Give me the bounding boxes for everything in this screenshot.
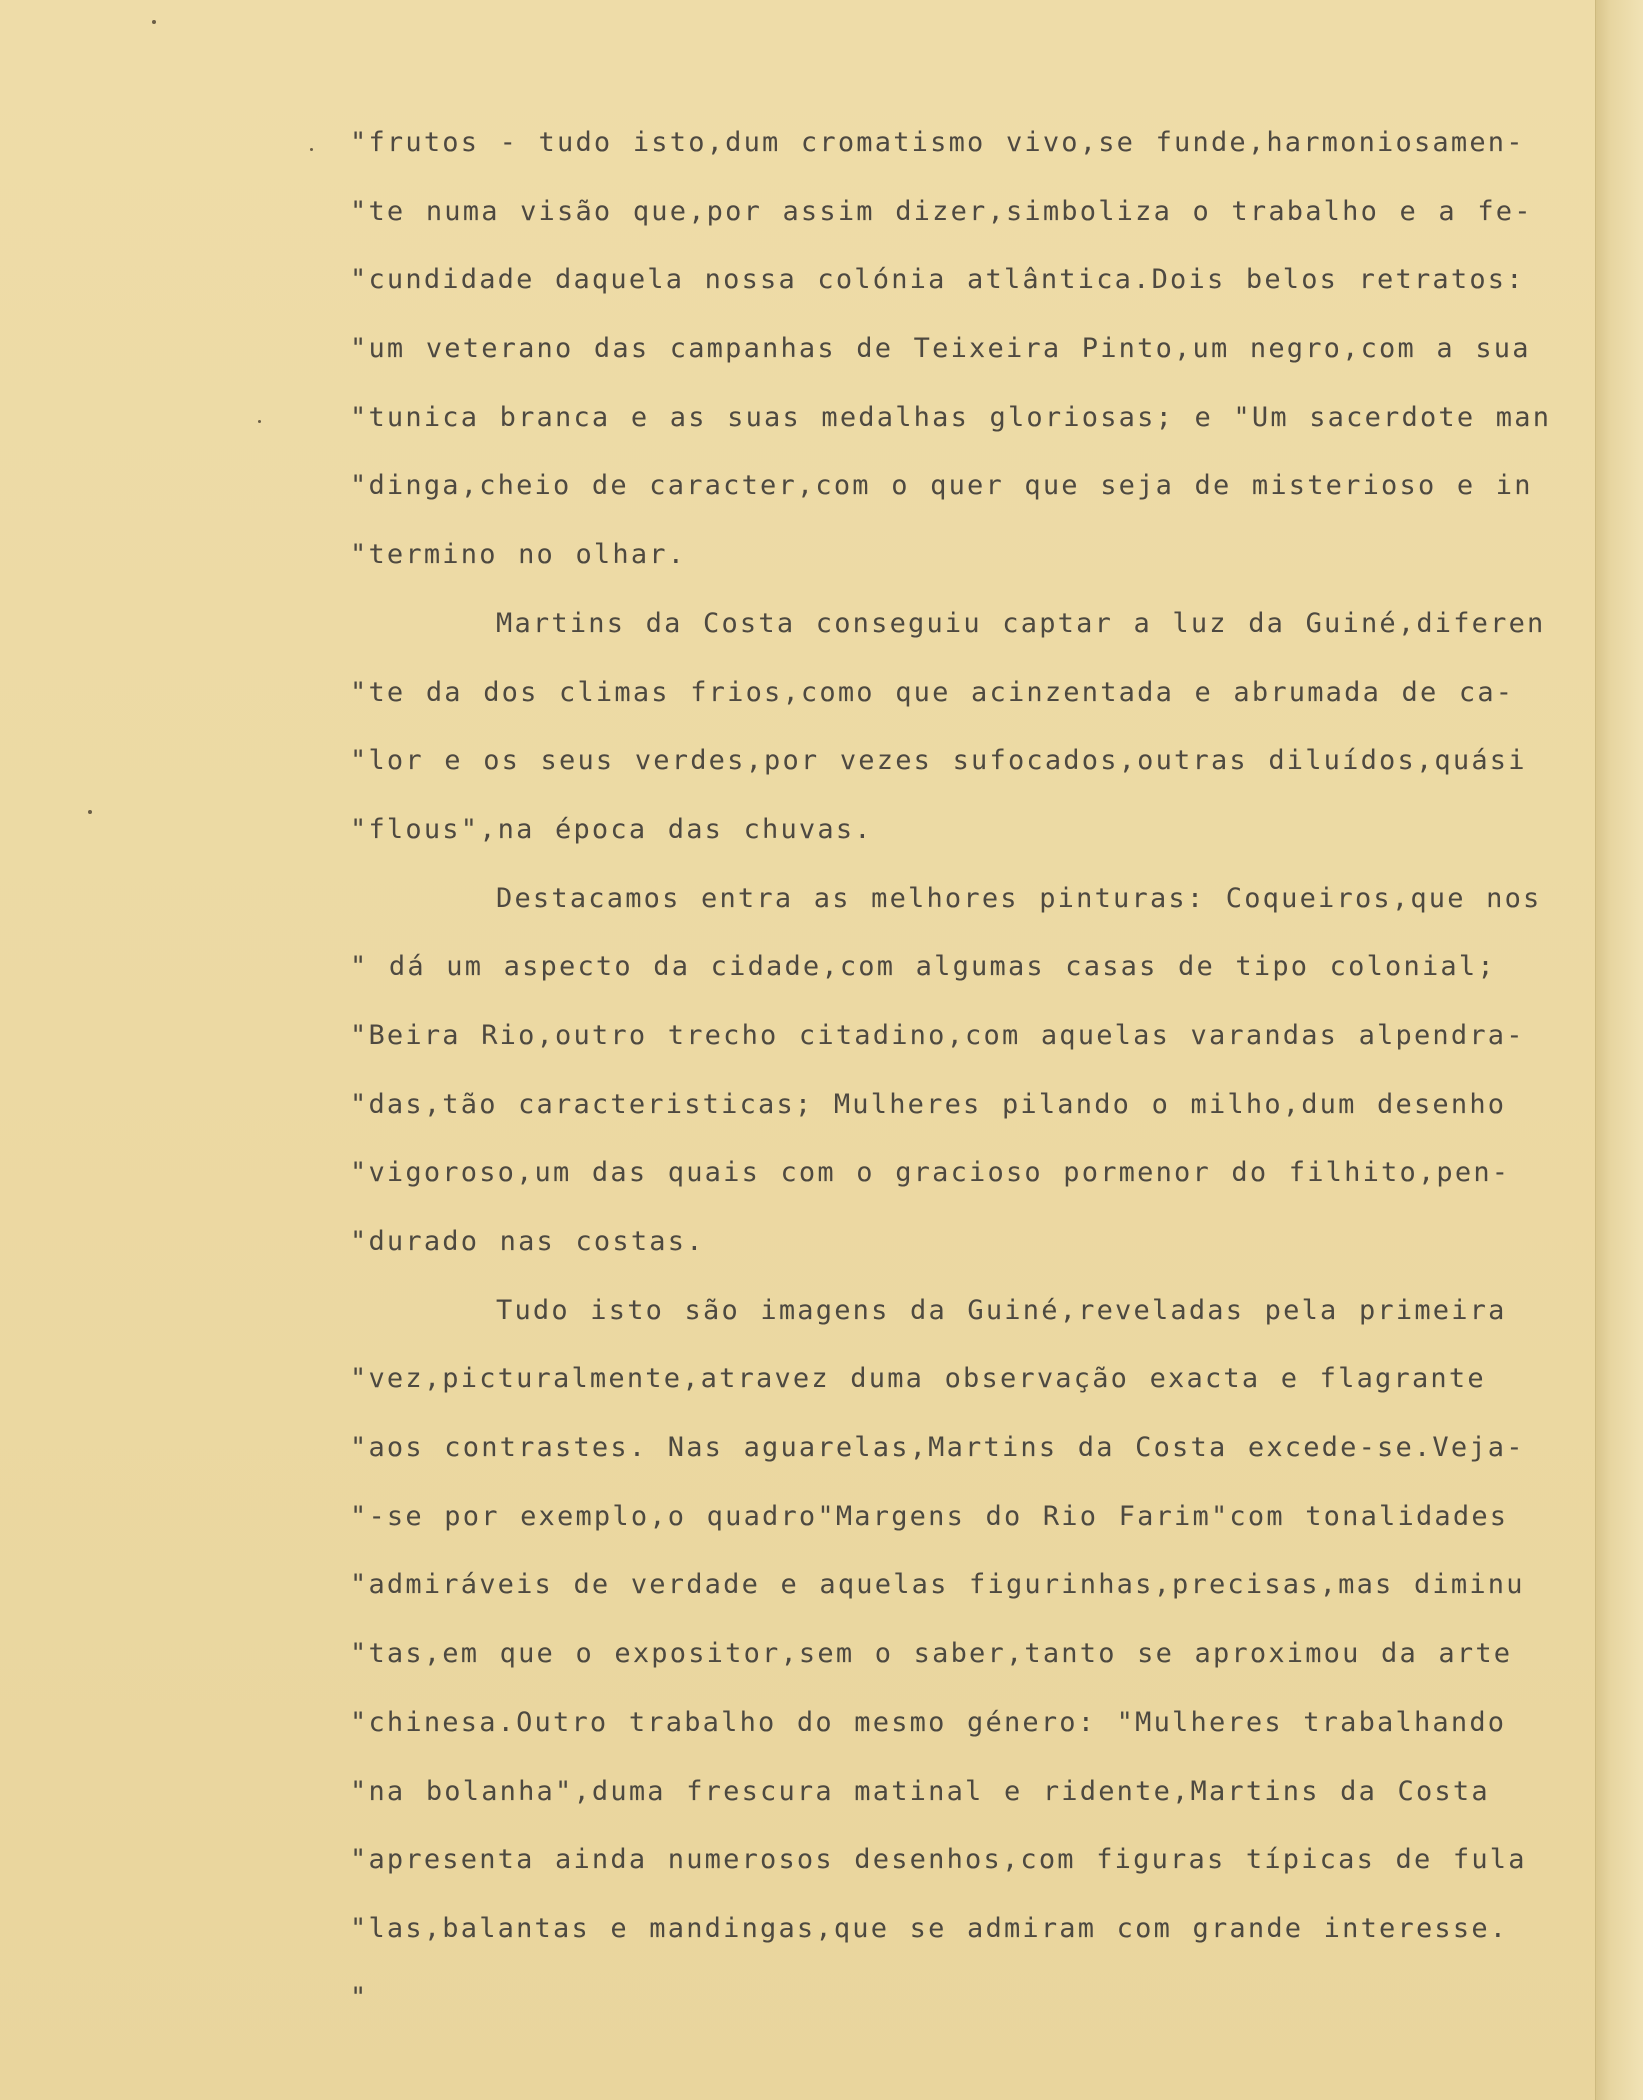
paragraph-start-line: Tudo isto são imagens da Guiné,reveladas pela primeira xyxy=(496,1294,1507,1326)
text-line: "te numa visão que,por assim dizer,simboliza o trabalho e a fe- xyxy=(350,195,1533,227)
text-line: "durado nas costas. xyxy=(350,1226,705,1257)
text-line: "chinesa.Outro trabalho do mesmo género: "Mulheres trabalhando xyxy=(350,1706,1507,1738)
paper-speck xyxy=(88,810,92,814)
text-line: "te da dos climas frios,como que acinzentada e abrumada de ca- xyxy=(350,676,1515,708)
text-line: "tunica branca e as suas medalhas gloriosas; e "Um sacerdote man xyxy=(350,401,1552,433)
text-line: "um veterano das campanhas de Teixeira Pinto,um negro,com a sua xyxy=(350,333,1531,365)
text-line: "das,tão caracteristicas; Mulheres pilando o milho,dum desenho xyxy=(350,1088,1507,1120)
closing-quote-line: " xyxy=(350,1981,369,2013)
text-line: "apresenta ainda numerosos desenhos,com figuras típicas de fula xyxy=(350,1844,1527,1876)
text-line: "termino no olhar. xyxy=(350,539,687,571)
text-line: "tas,em que o expositor,sem o saber,tanto se aproximou da arte xyxy=(350,1638,1513,1670)
paper-speck xyxy=(310,148,313,151)
text-line: "na bolanha",duma frescura matinal e ridente,Martins da Costa xyxy=(350,1775,1490,1807)
text-line: "-se por exemplo,o quadro"Margens do Rio Farim"com tonalidades xyxy=(350,1500,1509,1532)
text-line: "cundidade daquela nossa colónia atlântica.Dois belos retratos: xyxy=(350,264,1525,296)
text-line: "lor e os seus verdes,por vezes sufocados,outras diluídos,quási xyxy=(350,745,1527,777)
text-line: " dá um aspecto da cidade,com algumas casas de tipo colonial; xyxy=(350,951,1496,983)
paper-speck xyxy=(258,420,261,423)
text-line: "dinga,cheio de caracter,com o quer que seja de misterioso e in xyxy=(350,470,1533,502)
text-line: "admiráveis de verdade e aquelas figurinhas,precisas,mas diminu xyxy=(350,1569,1525,1601)
text-line: "Beira Rio,outro trecho citadino,com aquelas varandas alpendra- xyxy=(350,1019,1525,1051)
text-line: "vez,picturalmente,atravez duma observação exacta e flagrante xyxy=(350,1363,1486,1395)
text-line: "flous",na época das chuvas. xyxy=(350,813,873,845)
text-line: "frutos - tudo isto,dum cromatismo vivo,se funde,harmoniosamen- xyxy=(350,127,1525,158)
paragraph-start-line: Martins da Costa conseguiu captar a luz da Guiné,diferen xyxy=(496,607,1546,639)
paragraph-start-line: Destacamos entra as melhores pinturas: Coqueiros,que nos xyxy=(496,882,1542,914)
text-line: "vigoroso,um das quais com o gracioso pormenor do filhito,pen- xyxy=(350,1157,1511,1189)
typewritten-text xyxy=(350,120,1620,2043)
paper-speck xyxy=(152,20,156,24)
text-line: "las,balantas e mandingas,que se admiram com grande interesse. xyxy=(350,1912,1509,1944)
text-line: "aos contrastes. Nas aguarelas,Martins da Costa excede-se.Veja- xyxy=(350,1432,1525,1464)
